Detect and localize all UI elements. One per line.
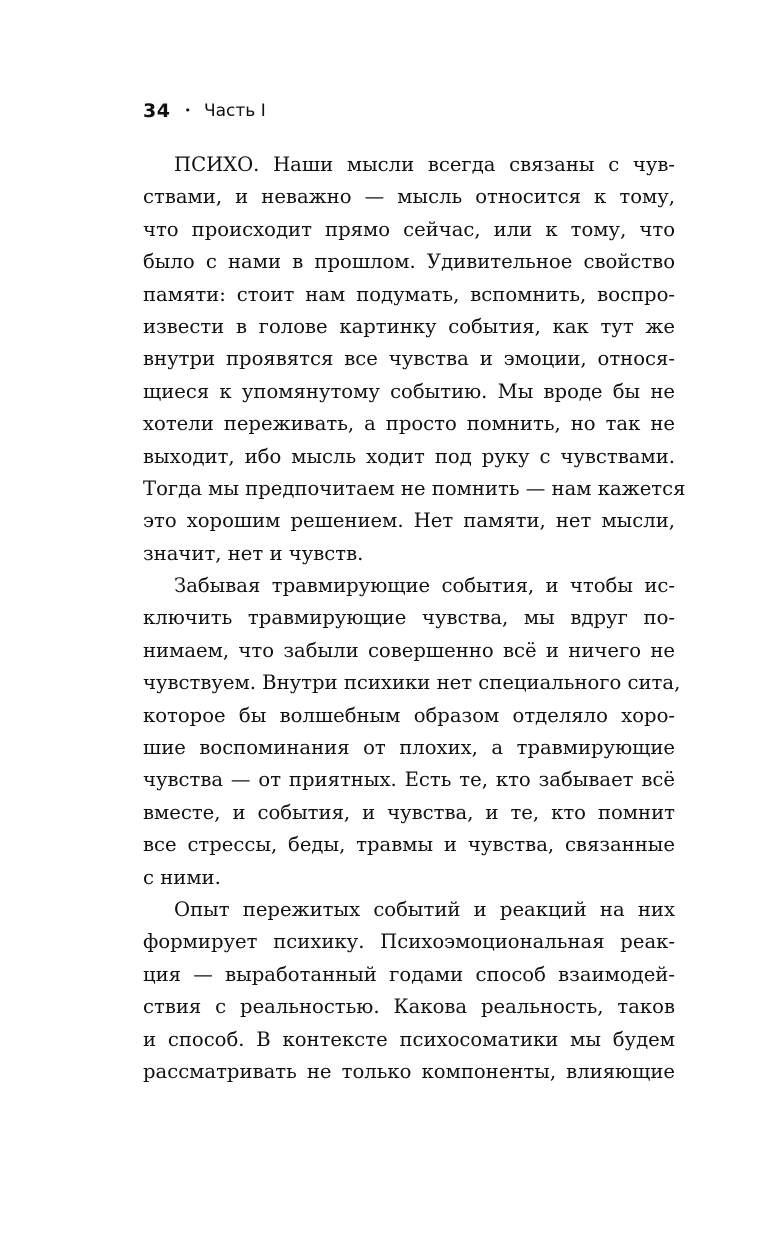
paragraph [143, 149, 686, 570]
text-line: щиеся к упомянутому событию. Мы вроде бы не [143, 379, 675, 403]
text-line: что происходит прямо сейчас, или к тому, что [143, 217, 675, 241]
separator-bullet: • [184, 103, 191, 117]
paragraph [143, 570, 681, 894]
text-line: извести в голове картинку события, как тут же [143, 314, 675, 338]
text-line: Забывая травмирующие события, и чтобы ис- [174, 574, 675, 598]
text-line: чувствуем. Внутри психики нет специального сита, [143, 671, 681, 695]
running-head [143, 97, 266, 125]
text-line: ключить травмирующие чувства, мы вдруг по- [143, 606, 675, 630]
text-line: нимаем, что забыли совершенно всё и ничего не [143, 638, 675, 662]
text-line: и способ. В контексте психосоматики мы будем [143, 1027, 675, 1051]
text-line: Тогда мы предпочитаем не помнить — нам кажется [143, 476, 686, 500]
text-line: ствами, и неважно — мысль относится к тому, [143, 185, 675, 209]
text-line: это хорошим решением. Нет памяти, нет мысли, [143, 509, 675, 533]
text-line: чувства — от приятных. Есть те, кто забывает всё [143, 768, 675, 792]
text-line: шие воспоминания от плохих, а травмирующие [143, 736, 675, 760]
text-line: ция — выработанный годами способ взаимодей- [143, 962, 675, 986]
text-line: рассматривать не только компоненты, влияющие [143, 1059, 675, 1083]
text-line: формирует психику. Психоэмоциональная реак- [143, 930, 675, 954]
paragraph [143, 894, 675, 1088]
text-line: памяти: стоит нам подумать, вспомнить, воспро- [143, 282, 675, 306]
text-line: которое бы волшебным образом отделяло хоро- [143, 703, 675, 727]
chapter-label: Часть I [203, 101, 266, 121]
text-line: вместе, и события, и чувства, и те, кто помнит [143, 800, 675, 824]
text-line: ствия с реальностью. Какова реальность, таков [143, 995, 675, 1019]
text-line: Опыт пережитых событий и реакций на них [174, 897, 675, 921]
text-line: все стрессы, беды, травмы и чувства, связанные [143, 833, 675, 857]
text-line: внутри проявятся все чувства и эмоции, относя- [143, 347, 675, 371]
text-line: хотели переживать, а просто помнить, но так не [143, 412, 675, 436]
page-number: 34 [143, 100, 171, 122]
text-line: выходит, ибо мысль ходит под руку с чувствами. [143, 444, 675, 468]
text-line: было с нами в прошлом. Удивительное свойство [143, 250, 675, 274]
text-line: значит, нет и чувств. [143, 541, 364, 565]
text-line: ПСИХО. Наши мысли всегда связаны с чув- [174, 153, 675, 176]
text-line: с ними. [143, 865, 221, 889]
body-text [143, 149, 686, 1088]
